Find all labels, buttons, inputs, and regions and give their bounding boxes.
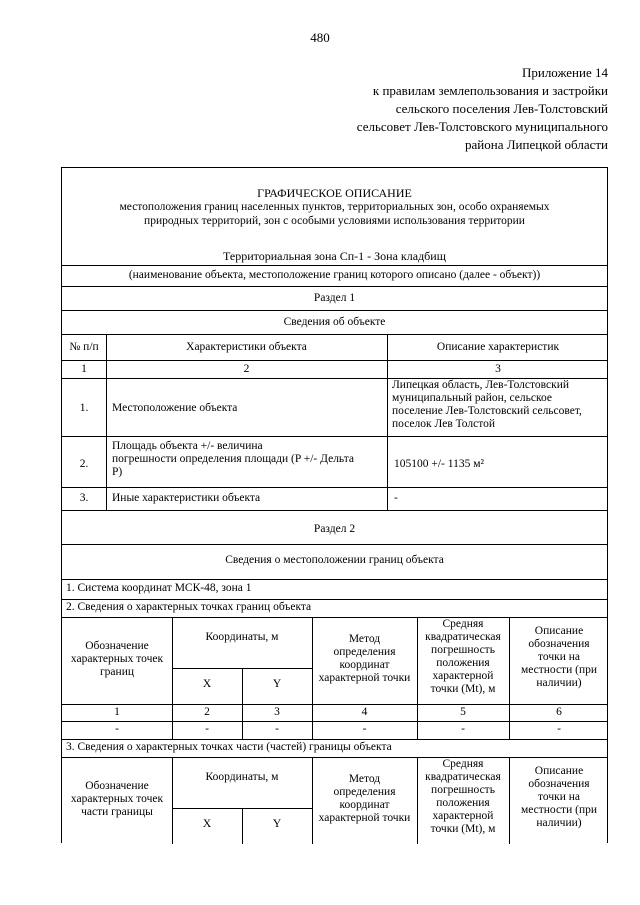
row-characteristic-line: погрешности определения площади (P +/- Дельта bbox=[112, 453, 355, 465]
header-line: определения bbox=[333, 646, 396, 658]
divider bbox=[62, 704, 607, 705]
header-line: точки (Mt), м bbox=[430, 823, 496, 835]
header-line: определения bbox=[333, 786, 396, 798]
table-cell: - bbox=[461, 723, 465, 735]
appendix-line: сельсовет Лев-Толстовского муниципального bbox=[356, 119, 608, 134]
header-line: точки (Mt), м bbox=[430, 683, 496, 695]
divider bbox=[62, 599, 607, 600]
divider bbox=[62, 286, 607, 287]
row-description: - bbox=[394, 492, 398, 504]
object-name: Территориальная зона Сп-1 - Зона кладбищ bbox=[223, 249, 446, 263]
header-line: Средняя bbox=[442, 618, 484, 630]
col-header-characteristic: Характеристики объекта bbox=[186, 341, 307, 353]
header-line: характерных точек bbox=[70, 793, 164, 805]
form-title: ГРАФИЧЕСКОЕ ОПИСАНИЕ bbox=[257, 186, 412, 200]
divider bbox=[62, 739, 607, 740]
header-line: Метод bbox=[348, 773, 381, 785]
section2-subtitle: Сведения о местоположении границ объекта bbox=[225, 554, 444, 566]
divider bbox=[62, 436, 607, 437]
row-characteristic-line: Площадь объекта +/- величина bbox=[112, 440, 263, 452]
header-y: Y bbox=[272, 678, 282, 690]
divider bbox=[172, 668, 312, 669]
col-number: 5 bbox=[460, 706, 466, 718]
header-error bbox=[417, 758, 509, 836]
header-line: характерной точки bbox=[318, 812, 411, 824]
section1-title: Раздел 1 bbox=[313, 292, 356, 304]
row-description-line: поселок Лев Толстой bbox=[392, 418, 496, 430]
col-header-description: Описание характеристик bbox=[436, 341, 560, 353]
col-number: 1 bbox=[81, 363, 87, 375]
header-line: характерной bbox=[432, 670, 494, 682]
row-description-line: Липецкая область, Лев-Толстовский bbox=[392, 379, 570, 391]
divider bbox=[62, 487, 607, 488]
header-line: координат bbox=[339, 799, 390, 811]
header-x: X bbox=[202, 818, 212, 830]
col-number: 2 bbox=[243, 363, 250, 375]
header-line: погрешность bbox=[431, 644, 495, 656]
header-error bbox=[417, 618, 509, 696]
header-y: Y bbox=[272, 818, 282, 830]
header-coordinates: Координаты, м bbox=[205, 771, 279, 783]
col-number: 3 bbox=[274, 706, 280, 718]
col-number: 2 bbox=[204, 706, 210, 718]
header-line: Обозначение bbox=[85, 780, 149, 792]
col-header-num: № п/п bbox=[69, 341, 99, 353]
row-description-line: поселение Лев-Толстовский сельсовет, bbox=[392, 405, 582, 417]
row-characteristic: Местоположение объекта bbox=[112, 402, 238, 414]
header-line: Описание bbox=[534, 625, 584, 637]
divider bbox=[62, 334, 607, 335]
form-subtitle: местоположения границ населенных пунктов, территориальных зон, особо охраняемых bbox=[119, 201, 550, 213]
divider bbox=[62, 360, 607, 361]
divider bbox=[62, 544, 607, 545]
section1-subtitle: Сведения об объекте bbox=[283, 316, 386, 328]
row-num: 2. bbox=[79, 458, 89, 470]
divider bbox=[62, 265, 607, 266]
col-number: 3 bbox=[495, 363, 501, 375]
header-line: наличии) bbox=[536, 817, 582, 829]
header-block bbox=[62, 186, 607, 228]
divider bbox=[62, 721, 607, 722]
points-table-title: 2. Сведения о характерных точках границ объекта bbox=[66, 601, 312, 613]
appendix-line: к правилам землепользования и застройки bbox=[372, 83, 608, 98]
header-line: координат bbox=[339, 659, 390, 671]
header-line: местности (при bbox=[520, 664, 598, 676]
header-line: квадратическая bbox=[425, 631, 501, 643]
row-description bbox=[392, 379, 607, 431]
header-line: Описание bbox=[534, 765, 584, 777]
header-description bbox=[509, 625, 609, 690]
divider bbox=[62, 579, 607, 580]
header-method bbox=[312, 773, 417, 825]
divider bbox=[62, 757, 607, 758]
appendix-line: сельского поселения Лев-Толстовский bbox=[395, 101, 608, 116]
header-line: характерной bbox=[432, 810, 494, 822]
divider bbox=[62, 617, 607, 618]
header-line: положения bbox=[436, 657, 490, 669]
parts-table-title: 3. Сведения о характерных точках части (частей) границы объекта bbox=[66, 741, 392, 753]
divider bbox=[62, 310, 607, 311]
header-line: характерной точки bbox=[318, 672, 411, 684]
header-line: Метод bbox=[348, 633, 381, 645]
header-line: погрешность bbox=[431, 784, 495, 796]
row-num: 1. bbox=[79, 402, 89, 414]
header-line: наличии) bbox=[536, 677, 582, 689]
header-line: точки на bbox=[538, 791, 580, 803]
header-description bbox=[509, 765, 609, 830]
divider bbox=[172, 808, 312, 809]
header-line: части границы bbox=[81, 806, 153, 818]
divider bbox=[62, 510, 607, 511]
graphic-description-form bbox=[61, 167, 608, 843]
object-caption: (наименование объекта, местоположение границ которого описано (далее - объект)) bbox=[128, 269, 541, 281]
header-line: обозначения bbox=[528, 778, 590, 790]
row-characteristic bbox=[112, 440, 384, 479]
table-cell: - bbox=[362, 723, 367, 735]
appendix-line: района Липецкой области bbox=[465, 137, 608, 152]
header-line: положения bbox=[436, 797, 490, 809]
header-line: характерных точек bbox=[70, 653, 164, 665]
col-number: 6 bbox=[556, 706, 562, 718]
header-line: обозначения bbox=[528, 638, 590, 650]
section2-title: Раздел 2 bbox=[313, 523, 356, 535]
table-cell: - bbox=[115, 723, 119, 735]
header-designation bbox=[62, 640, 172, 679]
header-method bbox=[312, 633, 417, 685]
header-x: X bbox=[202, 678, 212, 690]
table-cell: - bbox=[275, 723, 279, 735]
header-designation-part bbox=[62, 780, 172, 819]
row-num: 3. bbox=[79, 492, 89, 504]
row-description-line: муниципальный район, сельское bbox=[392, 392, 552, 404]
header-line: Средняя bbox=[442, 758, 484, 770]
col-number: 4 bbox=[361, 706, 368, 718]
header-line: Обозначение bbox=[85, 640, 149, 652]
header-line: квадратическая bbox=[425, 771, 501, 783]
col-number: 1 bbox=[114, 706, 120, 718]
table-cell: - bbox=[557, 723, 561, 735]
form-subtitle: природных территорий, зон с особыми условиями использования территории bbox=[144, 215, 525, 227]
header-line: местности (при bbox=[520, 804, 598, 816]
header-coordinates: Координаты, м bbox=[205, 631, 279, 643]
row-characteristic: Иные характеристики объекта bbox=[112, 492, 261, 504]
header-line: точки на bbox=[538, 651, 580, 663]
row-description: 105100 +/- 1135 м² bbox=[394, 458, 484, 470]
row-characteristic-line: P) bbox=[112, 466, 123, 478]
appendix-line: Приложение 14 bbox=[521, 65, 608, 80]
appendix-block bbox=[357, 64, 608, 154]
page-number: 480 bbox=[310, 30, 330, 45]
coordinate-system: 1. Система координат МСК-48, зона 1 bbox=[66, 582, 252, 594]
table-cell: - bbox=[205, 723, 209, 735]
header-line: границ bbox=[99, 666, 135, 678]
